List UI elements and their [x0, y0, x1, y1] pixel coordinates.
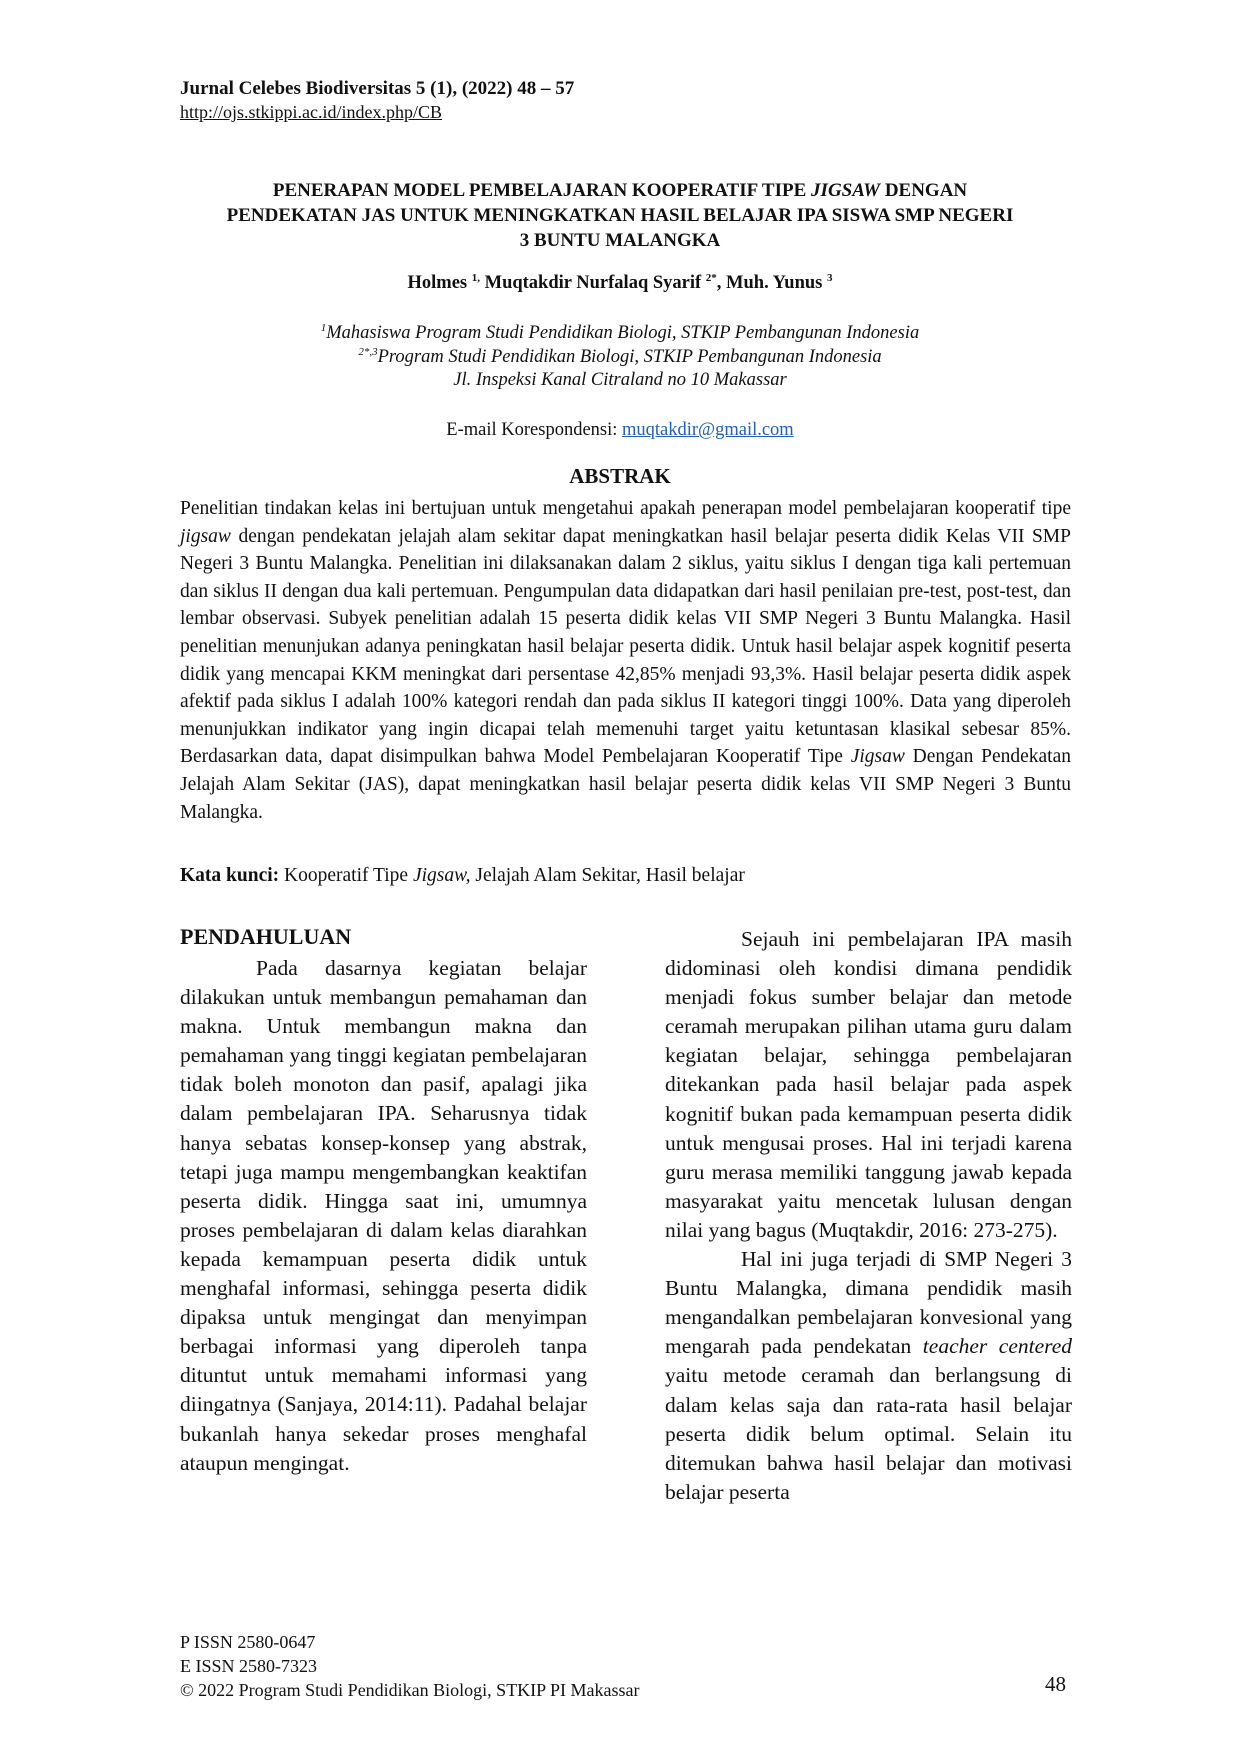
keywords: Kata kunci: Kooperatif Tipe Jigsaw, Jelajah Alam Sekitar, Hasil belajar [180, 865, 745, 886]
paragraph: Pada dasarnya kegiatan belajar dilakukan untuk membangun pemahaman dan makna. Untuk membangun makna dan pemahaman yang tinggi kegiatan pembelajaran tidak boleh monoton dan pasif, apalagi jika dalam pembelajaran IPA. Seharusnya tidak hanya sebatas konsep-konsep yang abstrak, tetapi juga mampu mengembangkan keaktifan peserta didik. Hingga saat ini, umumnya proses pembelajaran di dalam kelas diarahkan kepada kemampuan peserta didik untuk menghafal informasi, sehingga peserta didik dipaksa untuk mengingat dan menyimpan berbagai informasi yang diperoleh tanpa dituntut untuk memahami informasi yang diingatnya (Sanjaya, 2014:11). Padahal belajar bukanlah hanya sekedar proses menghafal ataupun mengingat. [180, 956, 587, 1475]
abstract-body: Penelitian tindakan kelas ini bertujuan untuk mengetahui apakah penerapan model pembelajaran kooperatif tipe jigsaw dengan pendekatan jelajah alam sekitar dapat meningkatkan hasil belajar peserta didik Kelas VII SMP Negeri 3 Buntu Malangka. Penelitian ini dilaksanakan dalam 2 siklus, yaitu siklus I dengan tiga kali pertemuan dan siklus II dengan dua kali pertemuan. Pengumpulan data didapatkan dari hasil penilaian pre-test, post-test, dan lembar observasi. Subyek penelitian adalah 15 peserta didik kelas VII SMP Negeri 3 Buntu Malangka. Hasil penelitian menunjukan adanya peningkatan hasil belajar peserta didik. Untuk hasil belajar aspek kognitif peserta didik yang mencapai KKM meningkat dari persentase 42,85% menjadi 93,3%. Hasil belajar peserta didik aspek afektif pada siklus I adalah 100% kategori rendah dan pada siklus II kategori tinggi 100%. Data yang diperoleh menunjukkan indikator yang ingin dicapai telah memenuhi target yaitu ketuntasan klasikal sebesar 85%. Berdasarkan data, dapat disimpulkan bahwa Model Pembelajaran Kooperatif Tipe Jigsaw Dengan Pendekatan Jelajah Alam Sekitar (JAS), dapat meningkatkan hasil belajar peserta didik kelas VII SMP Negeri 3 Buntu Malangka. [180, 498, 1071, 823]
abstract-heading: ABSTRAK [569, 464, 671, 488]
journal-citation: Jurnal Celebes Biodiversitas 5 (1), (2022) 48 – 57 [180, 78, 575, 99]
section-heading-pendahuluan: PENDAHULUAN [180, 924, 352, 949]
journal-url-link[interactable]: http://ojs.stkippi.ac.id/index.php/CB [180, 102, 443, 122]
title-line-3: 3 BUNTU MALANGKA [519, 230, 721, 251]
page-number: 48 [1045, 1672, 1066, 1696]
correspondence-email: E-mail Korespondensi: muqtakdir@gmail.com [446, 420, 794, 440]
affiliation-2: $^{2*,3}$Program Studi Pendidikan Biologi, STKIP Pembangunan Indonesia [358, 346, 882, 368]
email-link[interactable]: muqtakdir@gmail.com [622, 420, 794, 440]
left-column [180, 954, 587, 1478]
affiliation-1: $^1$Mahasiswa Program Studi Pendidikan Biologi, STKIP Pembangunan Indonesia [320, 322, 920, 344]
affiliation-address: Jl. Inspeksi Kanal Citraland no 10 Makassar [453, 370, 787, 390]
title-line-1: PENERAPAN MODEL PEMBELAJARAN KOOPERATIF TIPE JIGSAW DENGAN [272, 180, 968, 201]
footer-electronic-issn: E ISSN 2580-7323 [180, 1656, 318, 1676]
paragraph: Hal ini juga terjadi di SMP Negeri 3 Buntu Malangka, dimana pendidik masih mengandalkan pembelajaran konvesional yang mengarah pada pendekatan teacher centered yaitu metode ceramah dan berlangsung di dalam kelas saja dan rata-rata hasil belajar peserta didik belum optimal. Selain itu ditemukan bahwa hasil belajar dan motivasi belajar peserta [665, 1247, 1072, 1504]
title-line-2: PENDEKATAN JAS UNTUK MENINGKATKAN HASIL BELAJAR IPA SISWA SMP NEGERI [226, 205, 1014, 226]
paragraph: Sejauh ini pembelajaran IPA masih didominasi oleh kondisi dimana pendidik menjadi fokus sumber belajar dan metode ceramah merupakan pilihan utama guru dalam kegiatan belajar, sehingga pembelajaran ditekankan pada hasil belajar pada aspek kognitif bukan pada kemampuan peserta didik untuk mengusai proses. Hal ini terjadi karena guru merasa memiliki tanggung jawab kepada masyarakat yaitu mencetak lulusan dengan nilai yang bagus (Muqtakdir, 2016: 273-275). [665, 927, 1072, 1242]
footer-copyright: © 2022 Program Studi Pendidikan Biologi, STKIP PI Makassar [180, 1680, 640, 1700]
author-list: Holmes $^{1,}$ Muqtakdir Nurfalaq Syarif $^{2*}$, Muh. Yunus $^3$ [407, 272, 833, 294]
footer-print-issn: P ISSN 2580-0647 [180, 1632, 316, 1652]
paper-title [170, 178, 1070, 253]
right-column [665, 925, 1072, 1507]
